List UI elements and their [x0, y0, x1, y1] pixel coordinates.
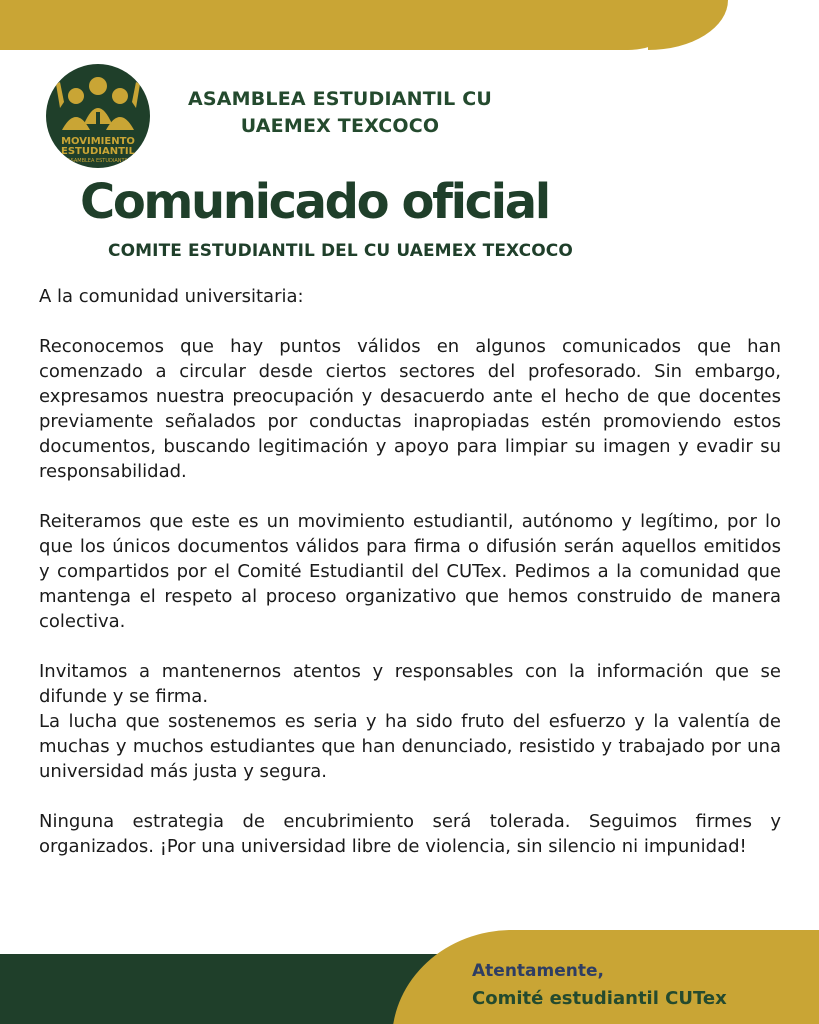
- org-name-line2: UAEMEX TEXCOCO: [240, 115, 440, 137]
- paragraph-5: Ninguna estrategia de encubrimiento será tolerada. Seguimos firmes y organizados. ¡Por una universidad libre de violencia, sin silencio ni impunidad!: [39, 811, 781, 857]
- top-decorative-band: [0, 0, 688, 50]
- page-title: Comunicado oficial: [80, 174, 549, 230]
- signature-text: Comité estudiantil CUTex: [472, 988, 727, 1009]
- greeting: A la comunidad universitaria:: [39, 286, 304, 307]
- page-subtitle: COMITE ESTUDIANTIL DEL CU UAEMEX TEXCOCO: [108, 241, 573, 261]
- paragraph-3: Invitamos a mantenernos atentos y responsables con la información que se difunde y se firma.: [39, 661, 781, 707]
- logo-text-1: MOVIMIENTO: [61, 136, 135, 147]
- paragraph-4: La lucha que sostenemos es seria y ha sido fruto del esfuerzo y la valentía de muchas y muchos estudiantes que han denunciado, resistido y trabajado por una universidad más justa y segura.: [39, 711, 781, 782]
- movement-logo: [46, 64, 150, 168]
- org-name-line1: ASAMBLEA ESTUDIANTIL CU: [187, 88, 493, 110]
- logo-graphic: [46, 64, 150, 168]
- paragraph-1: Reconocemos que hay puntos válidos en algunos comunicados que han comenzado a circular desde ciertos sectores del profesorado. Sin embargo, expresamos nuestra preocupación y desacuerdo ante el hecho de que docentes previamente señalados por conductas inapropiadas estén promoviendo estos documentos, buscando legitimación y apoyo para limpiar su imagen y evadir su responsabilidad.: [39, 336, 781, 482]
- paragraph-2: Reiteramos que este es un movimiento estudiantil, autónomo y legítimo, por lo que los únicos documentos válidos para firma o difusión serán aquellos emitidos y compartidos por el Comité Estudiantil del CUTex. Pedimos a la comunidad que mantenga el respeto al proceso organizativo que hemos construido de manera colectiva.: [39, 511, 781, 632]
- logo-text-2: ESTUDIANTIL: [60, 146, 136, 157]
- sign-off-block: [472, 958, 727, 1014]
- logo-text-3: ASAMBLEA ESTUDIANTIL: [67, 158, 129, 164]
- organization-name: [160, 86, 520, 140]
- communique-body: [39, 284, 781, 884]
- sign-off-text: Atentamente,: [472, 961, 604, 981]
